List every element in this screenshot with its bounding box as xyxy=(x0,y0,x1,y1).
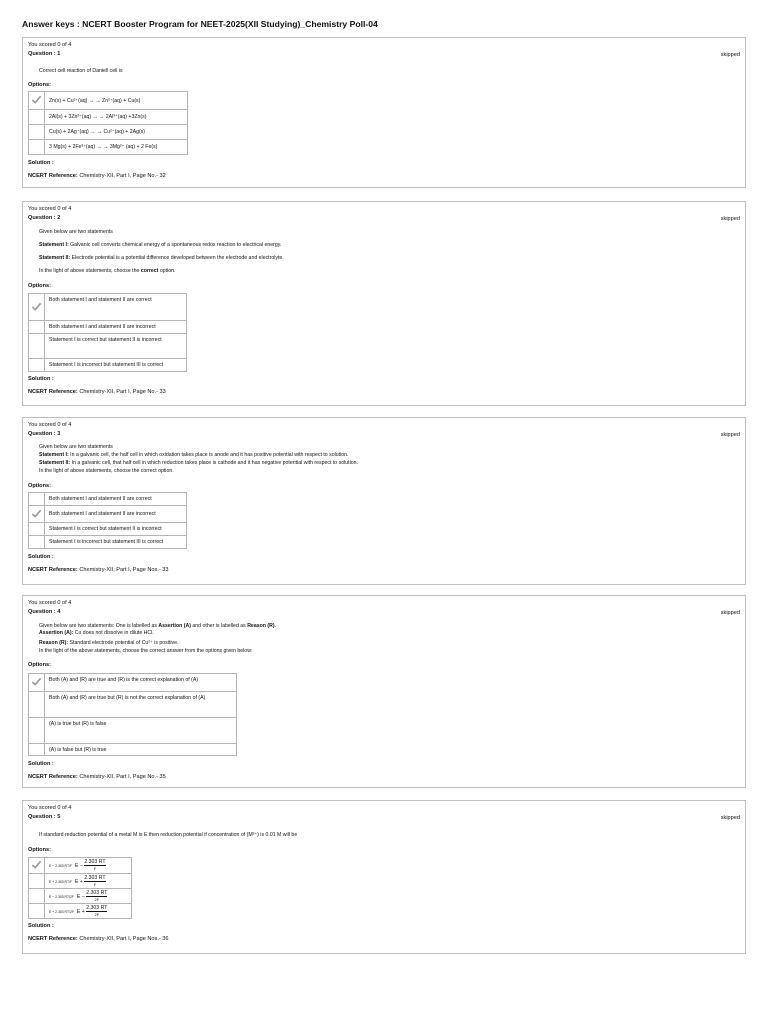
ncert-reference: NCERT Reference: Chemistry-XII, Part I, Page Nos.- 33 xyxy=(28,567,169,573)
option-row[interactable] xyxy=(29,858,132,874)
status-skipped: skipped xyxy=(720,610,740,616)
question-label: Question : 5 xyxy=(28,814,61,820)
option-row[interactable] xyxy=(29,294,187,321)
solution-label: Solution : xyxy=(28,761,54,767)
option-row[interactable] xyxy=(29,140,188,155)
option-text: Cu(s) + 2Ag⁺(aq) → → Cu²⁺(aq) + 2Ag(s) xyxy=(45,125,188,140)
question-card-3 xyxy=(22,417,746,585)
checkmark-icon xyxy=(31,676,42,687)
question-instruction: In the light of above statements, choose the correct option. xyxy=(39,268,176,274)
ncert-reference: NCERT Reference: Chemistry-XII, Part I, Page No.- 32 xyxy=(28,173,166,179)
reason: Reason (R): Standard electrode potential of Cu²⁺ is positive. xyxy=(39,640,179,646)
option-text: (A) is false but (R) is true xyxy=(45,744,237,756)
option-row[interactable] xyxy=(29,744,237,756)
ncert-reference: NCERT Reference: Chemistry-XII, Part I, Page No.- 35 xyxy=(28,774,166,780)
options-table xyxy=(28,673,237,756)
options-label: Options: xyxy=(28,82,51,88)
correct-marker xyxy=(29,674,45,692)
question-card-2 xyxy=(22,201,746,406)
question-instruction: In the light of above statements, choose the correct option. xyxy=(39,468,174,474)
option-text: Both statement I and statement II are correct xyxy=(45,493,187,506)
question-text: Given below are two statements xyxy=(39,229,113,235)
option-text: 2Al(s) + 3Zn²⁺(aq) → → 2Al³⁺(aq) +3Zn(s) xyxy=(45,110,188,125)
statement-1: Statement I: In a galvanic cell, the half cell in which oxidation takes place is anode and it has positive potential with respect to solution. xyxy=(39,452,349,458)
option-row[interactable] xyxy=(29,493,187,506)
question-text: Given below are two statements xyxy=(39,444,113,450)
question-text: If standard reduction potential of a metal M is E then reduction potential if concentration of (M²⁺) is 0.01 M will be xyxy=(39,832,298,838)
score-text: You scored 0 of 4 xyxy=(28,42,72,48)
option-text: E + 2.303 RT/F E + 2.303 RT F xyxy=(45,874,132,889)
solution-label: Solution : xyxy=(28,554,54,560)
option-text: Statement I is correct but statement II is incorrect xyxy=(45,334,187,359)
option-row[interactable] xyxy=(29,536,187,549)
option-text: E − 2.303 RT/F E − 2.303 RT F xyxy=(45,858,132,874)
correct-marker xyxy=(29,858,45,874)
status-skipped: skipped xyxy=(720,432,740,438)
question-text: Correct cell reaction of Daniell cell is xyxy=(39,68,123,74)
status-skipped: skipped xyxy=(720,815,740,821)
options-label: Options: xyxy=(28,283,51,289)
options-table xyxy=(28,91,188,155)
question-instruction: In the light of the above statements, choose the correct answer from the options given below: xyxy=(39,648,253,654)
question-card-4 xyxy=(22,595,746,788)
option-row[interactable] xyxy=(29,889,132,904)
checkmark-icon xyxy=(31,94,42,105)
option-row[interactable] xyxy=(29,334,187,359)
correct-marker xyxy=(29,92,45,110)
statement-2: Statement II: Electrode potential is a potential difference developed between the electrode and electrolyte. xyxy=(39,255,284,261)
checkmark-icon xyxy=(31,859,42,870)
option-row[interactable] xyxy=(29,110,188,125)
status-skipped: skipped xyxy=(720,52,740,58)
option-row[interactable] xyxy=(29,506,187,523)
correct-marker xyxy=(29,294,45,321)
option-row[interactable] xyxy=(29,904,132,919)
score-text: You scored 0 of 4 xyxy=(28,422,72,428)
page-title: Answer keys : NCERT Booster Program for NEET-2025(XII Studying)_Chemistry Poll-04 xyxy=(22,19,378,29)
options-label: Options: xyxy=(28,662,51,668)
statement-2: Statement II: In a galvanic cell, that half cell in which reduction takes place is cathode and it has negative potential with respect to solution. xyxy=(39,460,358,466)
options-table xyxy=(28,857,132,919)
option-row[interactable] xyxy=(29,92,188,110)
option-text: Statement I is correct but statement II is incorrect xyxy=(45,523,187,536)
option-text: Zn(s) + Cu²⁺(aq) → → Zn²⁺(aq) + Cu(s) xyxy=(45,92,188,110)
question-label: Question : 4 xyxy=(28,609,61,615)
option-row[interactable] xyxy=(29,321,187,334)
correct-marker xyxy=(29,506,45,523)
statement-1: Statement I: Galvanic cell converts chemical energy of a spontaneous redox reaction to electrical energy. xyxy=(39,242,282,248)
option-text: E + 2.303 RT/2F E + 2.303 RT 2F xyxy=(45,904,132,919)
checkmark-icon xyxy=(31,508,42,519)
option-text: Statement I is incorrect but statement III is correct xyxy=(45,359,187,372)
option-text: Both (A) and (R) are true but (R) is not the correct explanation of (A) xyxy=(45,692,237,718)
option-text: Both statement I and statement II are correct xyxy=(45,294,187,321)
option-row[interactable] xyxy=(29,125,188,140)
option-row[interactable] xyxy=(29,874,132,889)
options-table xyxy=(28,492,187,549)
option-text: Both statement I and statement II are incorrect xyxy=(45,506,187,523)
question-label: Question : 1 xyxy=(28,51,61,57)
solution-label: Solution : xyxy=(28,160,54,166)
option-row[interactable] xyxy=(29,523,187,536)
checkmark-icon xyxy=(31,301,42,312)
option-text: Both statement I and statement II are incorrect xyxy=(45,321,187,334)
option-row[interactable] xyxy=(29,692,237,718)
options-table xyxy=(28,293,187,372)
option-row[interactable] xyxy=(29,674,237,692)
solution-label: Solution : xyxy=(28,923,54,929)
question-label: Question : 3 xyxy=(28,431,61,437)
question-card-5 xyxy=(22,800,746,954)
solution-label: Solution : xyxy=(28,376,54,382)
option-text: (A) is true but (R) is false xyxy=(45,718,237,744)
option-text: Statement I is incorrect but statement III is correct xyxy=(45,536,187,549)
question-card-1 xyxy=(22,37,746,188)
option-row[interactable] xyxy=(29,718,237,744)
option-text: Both (A) and (R) are true and (R) is the correct explanation of (A) xyxy=(45,674,237,692)
ncert-reference: NCERT Reference: Chemistry-XII, Part I, Page Nos.- 36 xyxy=(28,936,169,942)
score-text: You scored 0 of 4 xyxy=(28,805,72,811)
option-text: 3 Mg(s) + 2Fe³⁺(aq) → → 3Mg²⁺ (aq) + 2 Fe(s) xyxy=(45,140,188,155)
status-skipped: skipped xyxy=(720,216,740,222)
score-text: You scored 0 of 4 xyxy=(28,600,72,606)
option-row[interactable] xyxy=(29,359,187,372)
options-label: Options: xyxy=(28,483,51,489)
assertion: Assertion (A): Cu does not dissolve in dilute HCl. xyxy=(39,630,154,636)
question-label: Question : 2 xyxy=(28,215,61,221)
option-text: E − 2.303 RT/2F E − 2.303 RT 2F xyxy=(45,889,132,904)
score-text: You scored 0 of 4 xyxy=(28,206,72,212)
question-text: Given below are two statements: One is labelled as Assertion (A) and other is labelled as Reason (R). xyxy=(39,623,277,629)
options-label: Options: xyxy=(28,847,51,853)
ncert-reference: NCERT Reference: Chemistry-XII, Part I, Page No.- 33 xyxy=(28,389,166,395)
